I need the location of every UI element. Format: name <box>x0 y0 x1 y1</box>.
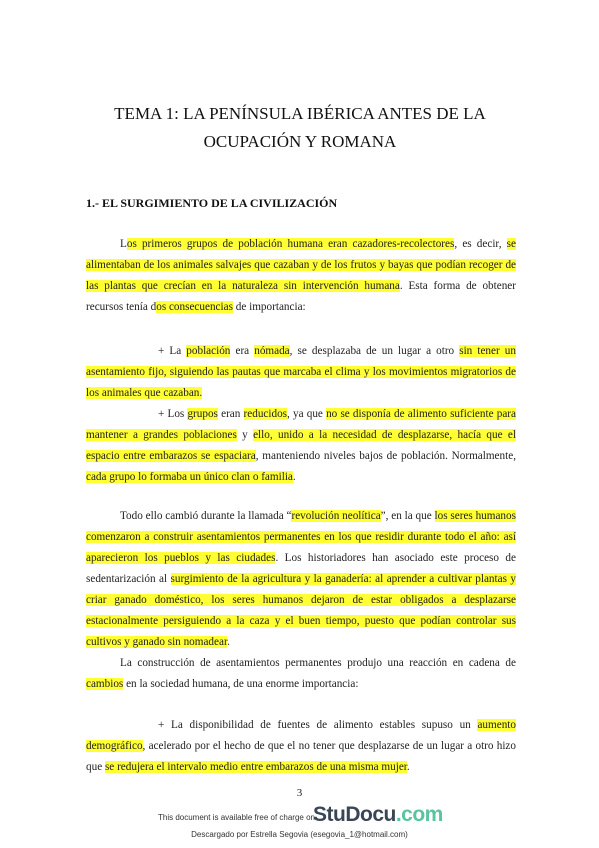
highlighted-text: población <box>186 345 231 357</box>
text-run: L <box>120 238 127 250</box>
text-run: . <box>292 471 296 483</box>
highlighted-text: nómada <box>254 345 290 357</box>
logo-text-main: StuDocu <box>313 803 396 826</box>
text-run: eran <box>217 408 244 420</box>
paragraph-5 <box>86 653 516 695</box>
highlighted-text: cambios <box>86 678 124 690</box>
highlighted-text: aumento demográfico <box>86 719 516 752</box>
text-run: de importancia: <box>232 301 306 313</box>
footer-availability-text: This document is available free of charge on <box>158 813 315 822</box>
text-run: y <box>236 429 254 441</box>
highlighted-text: ello, unido a la necesidad de desplazarse, hacía que el espacio entre embarazos se espaciara <box>86 429 516 462</box>
text-run: . Esta forma de obtener recursos tenía d <box>86 280 516 313</box>
highlighted-text: revolución neolítica <box>291 510 381 522</box>
text-run: + Los <box>158 408 188 420</box>
paragraph-intro <box>86 234 516 318</box>
paragraph-3 <box>86 404 516 488</box>
text-run: , manteniendo niveles bajos de población. Normalmente, <box>255 450 516 462</box>
text-run: . Los historiadores han asociado este proceso de sedentarización al <box>86 552 516 585</box>
studocu-logo[interactable] <box>313 803 443 827</box>
title-line-2: OCUPACIÓN Y ROMANA <box>203 132 397 151</box>
page-title <box>60 100 540 156</box>
text-run: ”, en la que <box>380 510 435 522</box>
text-run: , ya que <box>287 408 327 420</box>
highlighted-text: se alimentaban de los animales salvajes que cazaban y de los frutos y bayas que podían recoger de las plantas que crecían en la naturaleza sin intervención humana <box>86 238 516 292</box>
text-run: La construcción de asentamientos permanentes produjo una reacción en cadena de <box>120 657 516 669</box>
logo-text-domain: .com <box>395 803 443 826</box>
text-run: era <box>230 345 255 357</box>
page-number: 3 <box>296 787 303 799</box>
text-run: en la sociedad humana, de una enorme importancia: <box>123 678 359 690</box>
highlighted-text: os primeros grupos de población humana eran cazadores-recolectores <box>126 238 455 250</box>
text-run: . <box>406 761 410 773</box>
text-run: , es decir, <box>454 238 507 250</box>
paragraph-4 <box>86 506 516 653</box>
text-run: , acelerado por el hecho de que el no tener que desplazarse de un lugar a otro hizo que <box>86 740 516 773</box>
text-run: , se desplazaba de un lugar a otro <box>289 345 460 357</box>
text-run: Todo ello cambió durante la llamada “ <box>120 510 292 522</box>
paragraph-1 <box>86 234 516 318</box>
section-heading: 1.- EL SURGIMIENTO DE LA CIVILIZACIÓN <box>86 196 338 210</box>
highlighted-text: se redujera el intervalo medio entre embarazos de una misma mujer <box>104 761 407 773</box>
text-run: . <box>227 636 230 648</box>
footer-download-text: Descargado por Estrella Segovia (esegovia_1@hotmail.com) <box>191 830 408 839</box>
paragraph-6 <box>86 715 516 778</box>
text-run: + La disponibilidad de fuentes de alimento estables supuso un <box>158 719 478 731</box>
bullet-block-1 <box>86 341 516 488</box>
highlighted-text: cada grupo lo formaba un único clan o familia <box>86 471 293 483</box>
highlighted-text: os consecuencias <box>156 301 233 313</box>
paragraph-2 <box>86 341 516 404</box>
highlighted-text: reducidos <box>243 408 288 420</box>
highlighted-text: sin tener un asentamiento fijo, siguiendo las pautas que marcaba el clima y los movimientos migratorios de los animales que cazaban. <box>86 345 516 399</box>
title-line-1: TEMA 1: LA PENÍNSULA IBÉRICA ANTES DE LA <box>114 104 486 123</box>
highlighted-text: grupos <box>187 408 218 420</box>
highlighted-text: surgimiento de la agricultura y la ganadería: al aprender a cultivar plantas y criar ganado doméstico, los seres humanos dejaron de estar obligados a desplazarse estacionalmente persiguiendo a la caza y el buen tiempo, puesto que podían controlar sus cultivos y ganado sin nomadear <box>86 573 516 648</box>
text-run: + La <box>158 345 187 357</box>
highlighted-text: no se disponía de alimento suficiente para mantener a grandes poblaciones <box>86 408 516 441</box>
highlighted-text: los seres humanos comenzaron a construir asentamientos permanentes en los que residir durante todo el año: así aparecieron los pueblos y las ciudades <box>86 510 516 564</box>
neolithic-block <box>86 506 516 695</box>
bullet-block-2 <box>86 715 516 778</box>
